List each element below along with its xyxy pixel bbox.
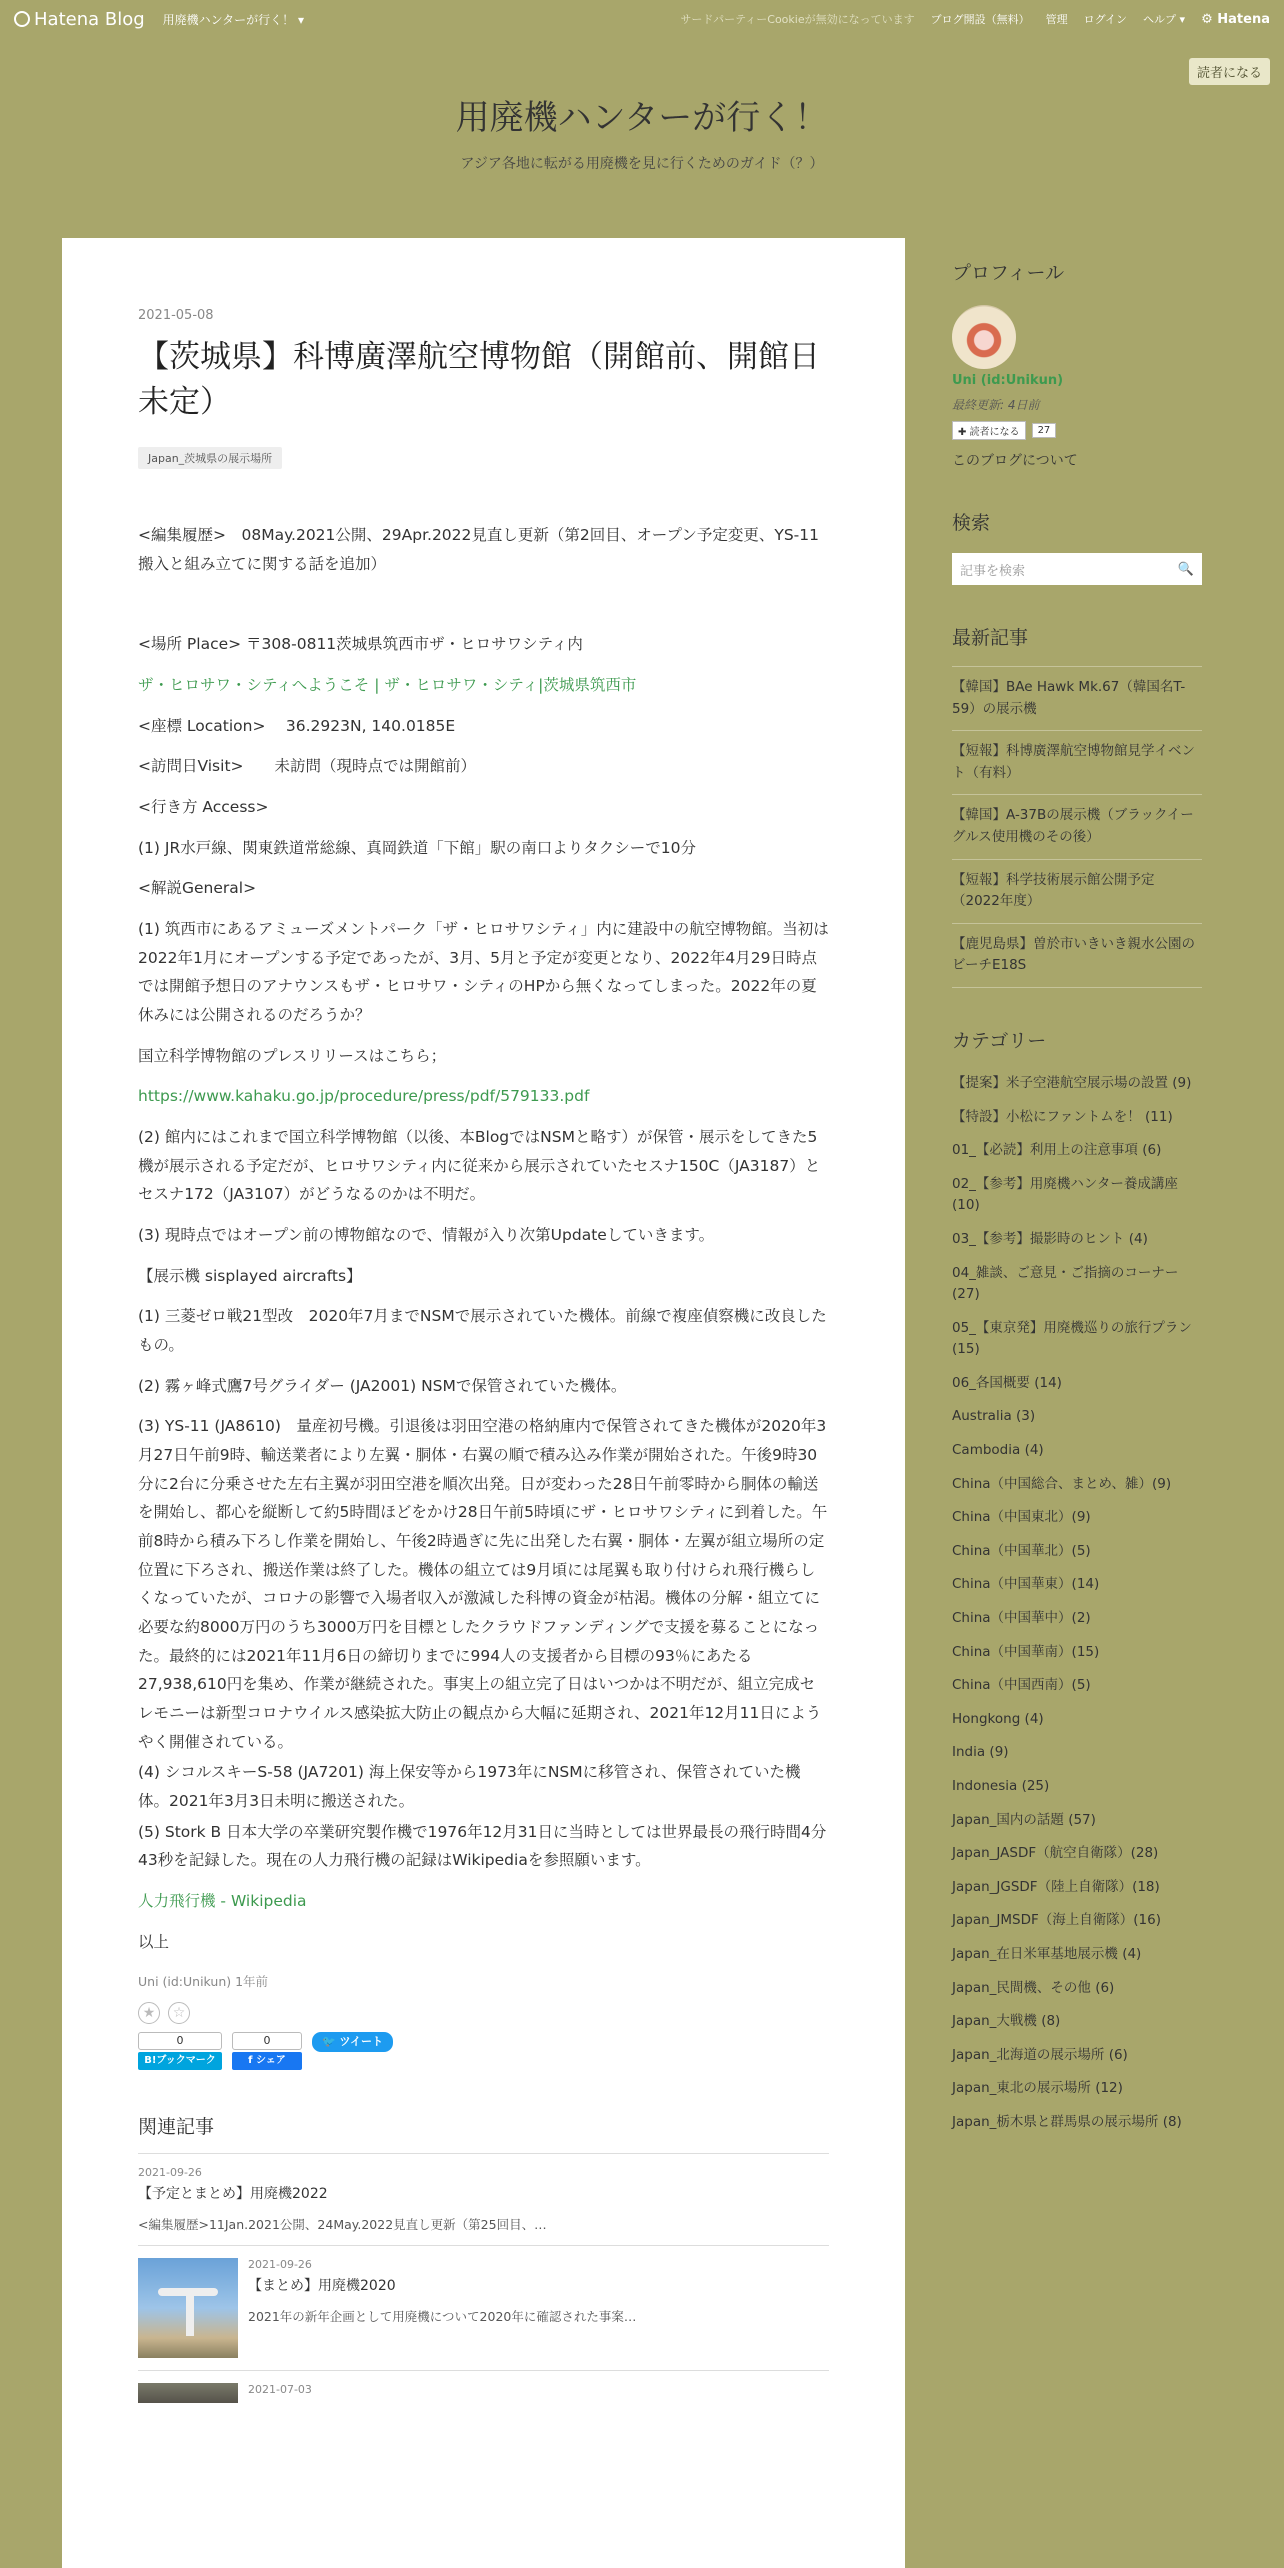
- general-heading: <解説General>: [138, 879, 257, 898]
- related-date: 2021-07-03: [248, 2383, 312, 2397]
- hatena-link[interactable]: ⚙ Hatena: [1201, 11, 1270, 27]
- link-start-blog[interactable]: ブログ開設（無料）: [930, 13, 1030, 26]
- related-excerpt: 2021年の新年企画として用廃機について2020年に確認された事案…: [248, 2309, 637, 2325]
- aircraft-4: (4) シコルスキーS-58 (JA7201) 海上保安等から1973年にNSMに移管され、保管されていた機体。2021年3月3日未明に搬送された。: [138, 1763, 801, 1811]
- related-title[interactable]: 【まとめ】用廃機2020: [248, 2278, 396, 2295]
- category-item[interactable]: Japan_北海道の展示場所 (6): [952, 2046, 1128, 2063]
- category-item[interactable]: Japan_東北の展示場所 (12): [952, 2080, 1123, 2097]
- category-item[interactable]: Japan_JGSDF（陸上自衛隊）(18): [952, 1878, 1160, 1895]
- recent-entry[interactable]: 【鹿児島県】曽於市いきいき親水公園のビーチE18S: [952, 923, 1202, 988]
- search-module: [952, 508, 1202, 585]
- add-star-icon[interactable]: ★: [138, 2002, 160, 2024]
- profile-heading: プロフィール: [952, 262, 1065, 284]
- tweet-button[interactable]: 🐦 ツイート: [312, 2032, 393, 2052]
- search-input[interactable]: [952, 553, 1202, 585]
- press-release-link[interactable]: https://www.kahaku.go.jp/procedure/press/pdf/579133.pdf: [138, 1087, 590, 1106]
- about-blog-link[interactable]: このブログについて: [952, 453, 1078, 469]
- subscriber-count: 27: [1032, 423, 1057, 438]
- related-thumbnail[interactable]: [138, 2383, 238, 2403]
- related-date: 2021-09-26: [138, 2166, 202, 2180]
- category-item[interactable]: China（中国東北）(9): [952, 1509, 1091, 1526]
- logo-text: Hatena Blog: [34, 8, 145, 30]
- facebook-share-count: 0: [232, 2032, 302, 2050]
- access-heading: <行き方 Access>: [138, 797, 269, 816]
- category-item[interactable]: China（中国西南）(5): [952, 1677, 1091, 1694]
- global-header: [0, 0, 1284, 38]
- link-login[interactable]: ログイン: [1083, 13, 1128, 26]
- aircraft-heading: 【展示機 sisplayed aircrafts】: [138, 1266, 362, 1285]
- profile-updated: 最終更新: 4日前: [952, 398, 1040, 412]
- profile-name[interactable]: Uni (id:Unikun): [952, 373, 1064, 388]
- category-item[interactable]: China（中国華東）(14): [952, 1576, 1100, 1593]
- category-item[interactable]: 【提案】米子空港航空展示場の設置 (9): [952, 1074, 1192, 1091]
- category-item[interactable]: 【特設】小松にファントムを！ (11): [952, 1108, 1173, 1125]
- hatena-logo-icon: [14, 11, 30, 27]
- category-item[interactable]: Japan_在日米軍基地展示機 (4): [952, 1945, 1142, 1962]
- end-text: 以上: [138, 1932, 170, 1951]
- related-date: 2021-09-26: [248, 2258, 312, 2272]
- aircraft-2: (2) 霧ヶ峰式鷹7号グライダー (JA2001) NSMで保管されていた機体。: [138, 1376, 627, 1395]
- subscribe-button[interactable]: 読者になる: [1189, 58, 1270, 85]
- main-content: [62, 238, 905, 2568]
- related-item[interactable]: [138, 2154, 829, 2246]
- edit-history: <編集履歴> 08May.2021公開、29Apr.2022見直し更新（第2回目、オープン予定変更、YS-11搬入と組み立てに関する話を追加）: [138, 525, 819, 573]
- hatena-icon: ⚙: [1201, 11, 1213, 27]
- category-item[interactable]: China（中国華北）(5): [952, 1542, 1091, 1559]
- visit: <訪問日Visit> 未訪問（現時点では開館前）: [138, 757, 477, 776]
- place: <場所 Place> 〒308-0811茨城県筑西市ザ・ヒロサワシティ内: [138, 635, 583, 654]
- entry-author[interactable]: Uni (id:Unikun) 1年前: [138, 1974, 269, 1990]
- profile-module: [952, 258, 1202, 470]
- blog-menu-label: 用廃機ハンターが行く！: [162, 12, 295, 27]
- entry-title[interactable]: 【茨城県】科博廣澤航空博物館（開館前、開館日未定）: [138, 339, 820, 420]
- avatar[interactable]: [952, 305, 1016, 369]
- related-item[interactable]: [138, 2246, 829, 2371]
- general-1: (1) 筑西市にあるアミューズメントパーク「ザ・ヒロサワシティ」内に建設中の航空博物館。当初は2022年1月にオープンする予定であったが、3月、5月と予定が変更となり、2022年4月29日時点では開館予想日のアナウンスもザ・ヒロサワ・シティのHPから無くなってしまった。2022年の夏休みには公開されるのだろうか？: [138, 919, 829, 1024]
- category-item[interactable]: 01_【必読】利用上の注意事項 (6): [952, 1142, 1162, 1159]
- cookie-notice[interactable]: サードパーティーCookieが無効になっています: [680, 13, 915, 26]
- category-item[interactable]: 05_【東京発】用廃機巡りの旅行プラン (15): [952, 1319, 1192, 1358]
- related-thumbnail[interactable]: [138, 2258, 238, 2358]
- recent-entry[interactable]: 【韓国】BAe Hawk Mk.67（韓国名T-59）の展示機: [952, 666, 1202, 730]
- blog-description: アジア各地に転がる用廃機を見に行くためのガイド（？）: [460, 156, 824, 172]
- link-help[interactable]: ヘルプ ▾: [1143, 13, 1186, 26]
- category-item[interactable]: China（中国華南）(15): [952, 1643, 1100, 1660]
- facebook-share-button[interactable]: f シェア: [232, 2052, 302, 2070]
- recent-entry[interactable]: 【韓国】A-37Bの展示機（ブラックイーグルス使用機のその後）: [952, 794, 1202, 858]
- search-heading: 検索: [952, 512, 991, 534]
- category-item[interactable]: India (9): [952, 1744, 1009, 1761]
- blog-title[interactable]: 用廃機ハンターが行く！: [455, 98, 829, 138]
- category-item[interactable]: Japan_国内の話題 (57): [952, 1811, 1096, 1828]
- star-color-icon[interactable]: ☆: [168, 2002, 190, 2024]
- profile-subscribe-button[interactable]: ✚ 読者になる: [952, 421, 1026, 440]
- recent-entry[interactable]: 【短報】科学技術展示館公開予定（2022年度）: [952, 859, 1202, 923]
- category-item[interactable]: Australia (3): [952, 1408, 1036, 1425]
- place-link[interactable]: ザ・ヒロサワ・シティへようこそ | ザ・ヒロサワ・シティ|茨城県筑西市: [138, 675, 637, 694]
- category-item[interactable]: 04_雑談、ご意見・ご指摘のコーナー (27): [952, 1264, 1179, 1303]
- recent-entry[interactable]: 【短報】科博廣澤航空博物館見学イベント（有料）: [952, 730, 1202, 794]
- general-3: (3) 現時点ではオープン前の博物館なので、情報が入り次第Updateしていきます。: [138, 1225, 715, 1244]
- entry-body: [138, 521, 829, 1957]
- categories-heading: カテゴリー: [952, 1029, 1047, 1052]
- category-item[interactable]: Hongkong (4): [952, 1710, 1044, 1727]
- related-heading: 関連記事: [138, 2112, 829, 2154]
- aircraft-5: (5) Stork B 日本大学の卒業研究製作機で1976年12月31日に当時としては世界最長の飛行時間4分43秒を記録した。現在の人力飛行機の記録はWikipediaを参照願います。: [138, 1822, 827, 1870]
- category-item[interactable]: China（中国総合、まとめ、雑）(9): [952, 1475, 1172, 1492]
- category-item[interactable]: 06_各国概要 (14): [952, 1374, 1062, 1391]
- press-release-text: 国立科学博物館のプレスリリースはこちら；: [138, 1046, 447, 1065]
- wikipedia-link[interactable]: 人力飛行機 - Wikipedia: [138, 1892, 307, 1911]
- hatena-bookmark-count: 0: [138, 2032, 222, 2050]
- entry-category[interactable]: Japan_茨城県の展示場所: [138, 447, 282, 469]
- category-item[interactable]: Japan_栃木県と群馬県の展示場所 (8): [952, 2113, 1182, 2130]
- category-item[interactable]: Japan_大戦機 (8): [952, 2013, 1061, 2030]
- entry-date[interactable]: 2021-05-08: [138, 308, 214, 323]
- access-text: (1) JR水戸線、関東鉄道常総線、真岡鉄道「下館」駅の南口よりタクシーで10分: [138, 838, 696, 857]
- recent-heading: 最新記事: [952, 627, 1029, 649]
- hatena-blog-logo[interactable]: [14, 9, 145, 30]
- sidebar: [932, 238, 1222, 2568]
- hatena-bookmark-button[interactable]: B!ブックマーク: [138, 2052, 222, 2070]
- category-item[interactable]: 03_【参考】撮影時のヒント (4): [952, 1230, 1148, 1247]
- share-buttons: [138, 2032, 829, 2070]
- location: <座標 Location> 36.2923N, 140.0185E: [138, 716, 456, 735]
- category-item[interactable]: China（中国華中）(2): [952, 1610, 1091, 1627]
- recent-entries-module: [952, 623, 1202, 988]
- related-item[interactable]: [138, 2371, 829, 2415]
- blog-menu[interactable]: 用廃機ハンターが行く！ ▾: [162, 12, 305, 27]
- related-title[interactable]: 【予定とまとめ】用廃機2022: [138, 2186, 328, 2203]
- search-icon[interactable]: 🔍: [1177, 561, 1194, 577]
- related-excerpt: <編集履歴>11Jan.2021公開、24May.2022見直し更新（第25回目、…: [138, 2217, 547, 2233]
- category-item[interactable]: Indonesia (25): [952, 1778, 1050, 1794]
- category-item[interactable]: Japan_民間機、その他 (6): [952, 1979, 1115, 1996]
- aircraft-3: (3) YS-11 (JA8610) 量産初号機。引退後は羽田空港の格納庫内で保管されてきた機体が2020年3月27日午前9時、輸送業者により左翼・胴体・右翼の順で積み込み作業が開始された。午後9時30分に2台に分乗させた左右主翼が羽田空港を順次出発。日が変わった28日午前零時から胴体の輸送を開始し、都心を縦断して約5時間ほどをかけ28日午前5時頃にザ・ヒロサワシティに到着した。午前8時から積み下ろし作業を開始し、午後2時過ぎに先に出発した右翼・胴体・左翼が組立場所の定位置に下ろされ、搬送作業は終了した。機体の組立ては9月頃には尾翼も取り付けられ飛行機らしくなっていたが、コロナの影響で入場者収入が激減した科博の資金が枯渇。機体の分解・組立てに必要な約8000万円のうち3000万円を目標としたクラウドファンディングで支援を募ることになった。最終的には2021年11月6日の締切りまでに994人の支援者から目標の93％にあたる27,938,610円を集め、作業が継続された。事実上の組立完了日はいつかは不明だが、組立完成セレモニーは新型コロナウイルス感染拡大防止の観点から大幅に延期され、2021年12月11日にようやく開催されている。: [138, 1417, 828, 1751]
- twitter-icon: 🐦: [322, 2035, 336, 2049]
- category-item[interactable]: Japan_JMSDF（海上自衛隊）(16): [952, 1912, 1161, 1929]
- link-admin[interactable]: 管理: [1045, 13, 1068, 26]
- category-item[interactable]: Japan_JASDF（航空自衛隊）(28): [952, 1845, 1159, 1862]
- category-item[interactable]: 02_【参考】用廃機ハンター養成講座 (10): [952, 1175, 1178, 1214]
- search-placeholder: 記事を検索: [960, 563, 1026, 579]
- aircraft-1: (1) 三菱ゼロ戦21型改 2020年7月までNSMで展示されていた機体。前線で複座偵察機に改良したもの。: [138, 1307, 827, 1354]
- category-item[interactable]: Cambodia (4): [952, 1442, 1044, 1459]
- general-2: (2) 館内にはこれまで国立科学博物館（以後、本BlogではNSMと略す）が保管・展示をしてきた5機が展示される予定だが、ヒロサワシティ内に従来から展示されていたセスナ150C（JA3187）とセスナ172（JA3107）がどうなるのかは不明だ。: [138, 1127, 821, 1204]
- categories-module: [952, 1026, 1202, 2140]
